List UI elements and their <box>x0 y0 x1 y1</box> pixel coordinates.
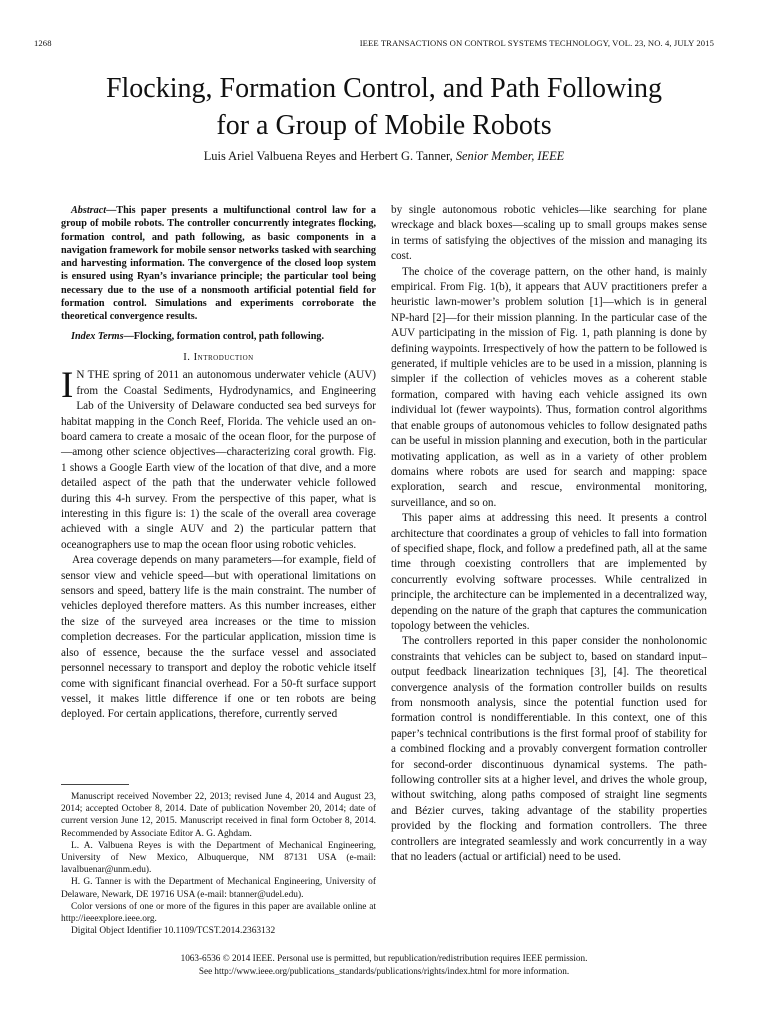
page-number: 1268 <box>34 38 52 48</box>
right-paragraph-3: This paper aims at addressing this need. It presents a control architecture that coordinates a group of vehicles to fall into formation of specified shape, flock, and follow a predefined path, all at the same time through coexisting controllers that are implemented by concurrently evolving software processes. While centralized in principle, the architecture can be implemented in a decentralized way, depending on the nature of the graph that captures the communication topology between the vehicles. <box>391 512 707 632</box>
right-paragraph-1: by single autonomous robotic vehicles—like searching for plane wreckage and black boxes—scaling up to small groups makes sense in terms of satisfying the objectives of the mission and managing its cost. <box>391 204 707 263</box>
paper-title <box>30 70 738 144</box>
footnote: Digital Object Identifier 10.1109/TCST.2014.2363132 <box>71 926 276 937</box>
intro-paragraph-1 <box>61 365 377 553</box>
index-terms-text: Flocking, formation control, path following. <box>133 330 325 342</box>
footnote-divider <box>61 784 129 785</box>
running-header <box>34 38 714 48</box>
abstract-text: This paper presents a multifunctional control law for a group of mobile robots. The controller concurrently integrates flocking, formation control, and path following, as basic components in a navigation framework for mobile sensor networks tasked with searching and harvesting information. The convergence of the closed loop system is ensured using Ryan’s invariance principle; the particular tool being necessary due to the use of a nonsmooth artificial potential field for formation control. Simulations and experiments corroborate the theoretical convergence results. <box>61 205 376 323</box>
copyright-line-2: See http://www.ieee.org/publications_standards/publications/rights/index.html for more information. <box>198 966 570 976</box>
right-paragraph-2: The choice of the coverage pattern, on the other hand, is mainly empirical. From Fig. 1(b), it appears that AUV practitioners prefer a heuristic lawn-mower’s problem solution [1]—which is in general NP-hard [2]—for their mission planning. In the particular case of the AUV participating in the mission of Fig. 1, path planning is done by defining waypoints. Irrespectively of how the pattern to be followed is generated, if multiple vehicles are to be used in a mission, planning is simpler if the collection of vehicles moves as a coherent stable formation, compared with having each vehicle assigned its own individual lot (fewer waypoints). Thus, formation control algorithms that enable groups of autonomous vehicles to follow designated paths can be useful in mission planning and execution, both in the particular motivating application, as well as in a variety of other problem domains where robots are used for search and mapping: space exploration, search and rescue, environmental monitoring, surveillance, and so on. <box>391 265 707 509</box>
right-column <box>391 203 707 865</box>
footnote: H. G. Tanner is with the Department of Mechanical Engineering, University of Delaware, Newark, DE 19716 USA (e-mail: btanner@udel.edu). <box>61 877 376 900</box>
footnote: L. A. Valbuena Reyes is with the Department of Mechanical Engineering, University of New Mexico, Albuquerque, NM 87131 USA (e-mail: lavalbuenar@unm.edu). <box>61 840 376 876</box>
author-role: Senior Member, IEEE <box>455 149 565 163</box>
copyright-notice <box>0 952 768 978</box>
lead-in: N THE <box>76 369 110 382</box>
author-names: Luis Ariel Valbuena Reyes and Herbert G. Tanner, <box>203 149 453 163</box>
footnote: Color versions of one or more of the figures in this paper are available online at http://ieeexplore.ieee.org. <box>61 901 376 925</box>
copyright-line-1: 1063-6536 © 2014 IEEE. Personal use is permitted, but republication/redistribution requires IEEE permission. <box>180 953 588 963</box>
abstract-dash: — <box>106 205 117 216</box>
index-terms <box>61 330 376 343</box>
index-terms-label: Index Terms <box>71 330 124 342</box>
footnote: Manuscript received November 22, 2013; revised June 4, 2014 and August 23, 2014; accepted October 8, 2014. Date of publication November 20, 2014; date of current version June 12, 2015. Manuscript received in final form October 8, 2014. Recommended by Associate Editor A. G. Aghdam. <box>61 792 376 839</box>
title-line-2: for a Group of Mobile Robots <box>216 110 552 141</box>
abstract <box>61 204 376 324</box>
paragraph-text: spring of 2011 an autonomous underwater vehicle (AUV) from the Coastal Sediments, Hydrodynamics, and Engineering Lab of the University of Delaware conducted sea bed surveys for habitat mapping in the Conch Reef, Florida. The vehicle used an on-board camera to create a mosaic of the ocean floor, for the purpose of—among other science objectives—characterizing coral growth. Fig. 1 shows a Google Earth view of the location of that dive, and a more detailed aspect of the path that the underwater vehicle followed during this 4-h survey. From the perspective of this paper, what is interesting in this figure is: 1) the scale of the overall area coverage achieved with a single AUV and 2) the particular pattern that oceanographers use to map the ocean floor using robotic vehicles. <box>61 369 377 551</box>
footnotes <box>61 791 376 937</box>
right-paragraph-4: The controllers reported in this paper consider the nonholonomic constraints that vehicles can be subject to, based on standard input–output feedback linearization techniques [3], [4]. The theoretical convergence analysis of the formation controller builds on results from nonsmooth analysis, since the potential function used for formation control is nondifferentiable. In this context, one of this paper’s technical contributions is the first formal proof of stability for a combined flocking and a provably convergent formation controller for second-order discontinuous dynamical systems. The path-following controller sits at a higher level, and drives the whole group, without switching, along paths composed of straight line segments and Bézier curves, taking advantage of the stability properties provided by the flocking and formation controllers. The three controllers are integrated seamlessly and work concurrently in a way that no leaders (actual or artificial) need to be used. <box>391 635 707 864</box>
section-heading <box>61 350 376 365</box>
section-title: Introduction <box>193 351 254 363</box>
intro-paragraph-2: Area coverage depends on many parameters—for example, field of sensor view and vehicle speed—but with operational limitations on sensors and speed, battery life is the main constraint. The number of vehicles deployed therefore matters. As this number increases, either the size of the surveyed area increases or the time to mission completion decreases. For the particular application, mission time is also of essence, because the the surface vessel and associated personnel necessary to transport and deploy the robotic vehicle itself come with significant financial overhead. For a 50-ft surface support vessel, it makes little difference if one or ten robots are being deployed. For certain applications, therefore, currently served <box>61 554 376 721</box>
abstract-label: Abstract <box>71 205 107 216</box>
title-line-1: Flocking, Formation Control, and Path Following <box>105 73 663 104</box>
section-numeral: I. <box>183 351 191 363</box>
journal-name: IEEE TRANSACTIONS ON CONTROL SYSTEMS TECHNOLOGY, VOL. 23, NO. 4, JULY 2015 <box>359 38 714 48</box>
drop-cap: I <box>61 365 74 407</box>
left-column <box>61 204 376 723</box>
author-line <box>0 149 768 164</box>
index-terms-dash: — <box>123 330 134 342</box>
